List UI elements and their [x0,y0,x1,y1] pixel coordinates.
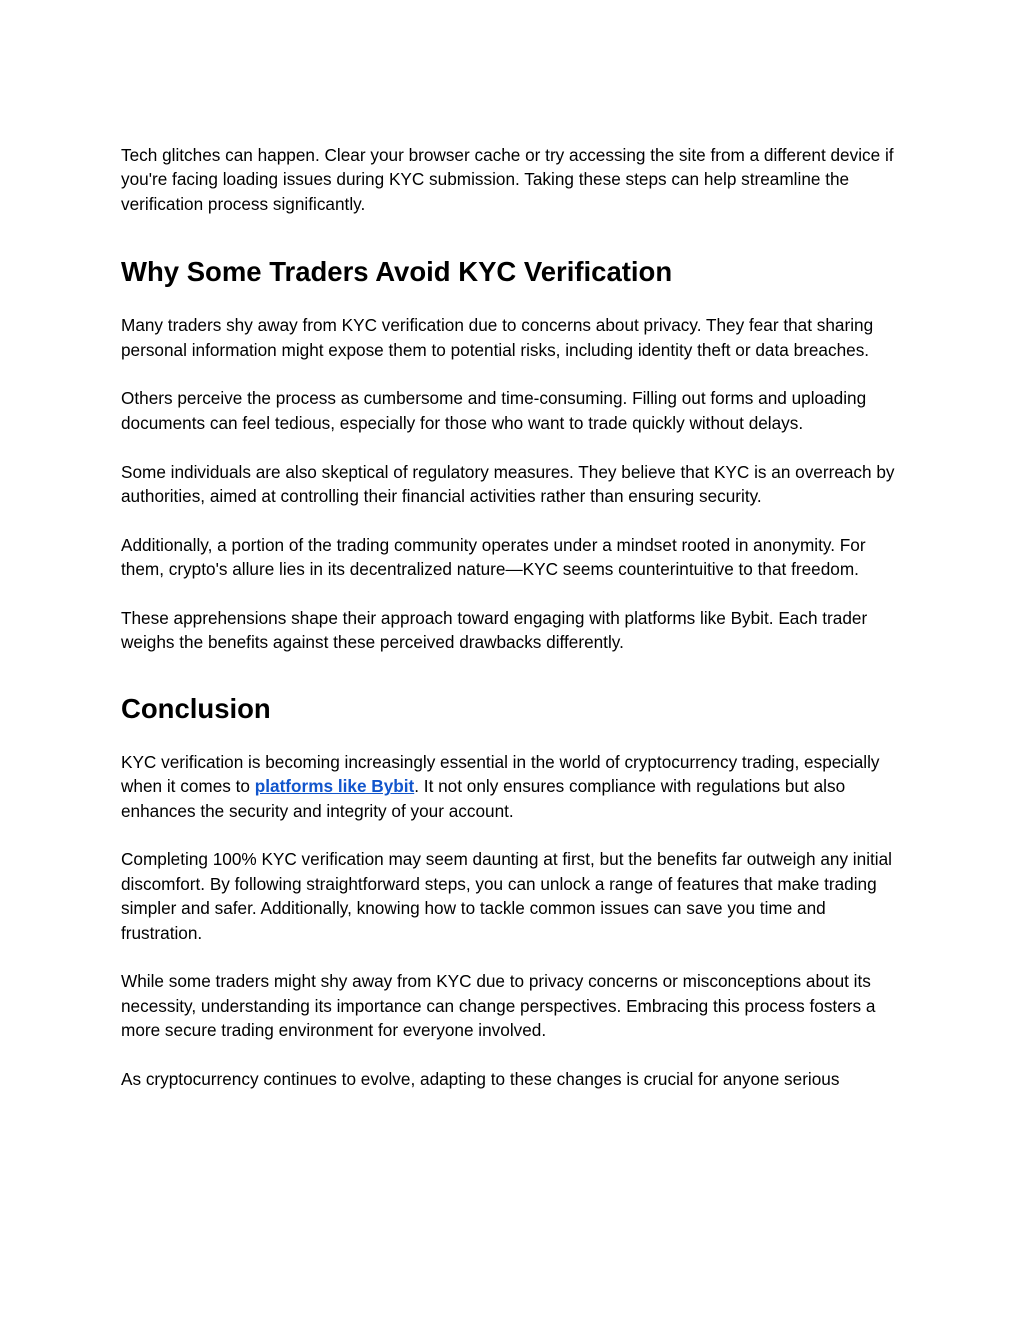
document-page [121,143,911,1091]
conclusion-text-before-link: KYC verification is becoming increasingly essential in the world of cryptocurrency trading, especially when it comes to [121,751,880,797]
conclusion-paragraph-essential [121,750,911,823]
why-paragraph-anonymity: Additionally, a portion of the trading community operates under a mindset rooted in anonymity. For them, crypto's allure lies in its decentralized nature—KYC seems counterintuitive to that freedom. [121,534,866,580]
conclusion-paragraph-evolve: As cryptocurrency continues to evolve, adapting to these changes is crucial for anyone serious [121,1069,840,1090]
conclusion-paragraph-shy-away: While some traders might shy away from KYC due to privacy concerns or misconceptions about its necessity, understanding its importance can change perspectives. Embracing this process fosters a more secure trading environment for everyone involved. [121,971,876,1041]
why-paragraph-cumbersome: Others perceive the process as cumbersome and time-consuming. Filling out forms and uploading documents can feel tedious, especially for those who want to trade quickly without delays. [121,388,867,433]
intro-paragraph: Tech glitches can happen. Clear your browser cache or try accessing the site from a different device if you're facing loading issues during KYC submission. Taking these steps can help streamline the verification process significantly. [121,145,894,214]
conclusion-paragraph-completing: Completing 100% KYC verification may seem daunting at first, but the benefits far outweigh any initial discomfort. By following straightforward steps, you can unlock a range of features that make trading simpler and safer. Additionally, knowing how to tackle common issues can save you time and frustration. [121,849,892,943]
heading-why-traders-avoid-kyc: Why Some Traders Avoid KYC Verification [121,256,673,288]
why-paragraph-apprehensions: These apprehensions shape their approach toward engaging with platforms like Bybit. Each trader weighs the benefits against these perceived drawbacks differently. [121,608,868,653]
why-paragraph-privacy: Many traders shy away from KYC verification due to concerns about privacy. They fear that sharing personal information might expose them to potential risks, including identity theft or data breaches. [121,315,874,360]
platforms-like-bybit-link[interactable]: platforms like Bybit [254,776,415,797]
heading-conclusion: Conclusion [121,692,271,724]
why-paragraph-skeptical: Some individuals are also skeptical of regulatory measures. They believe that KYC is an overreach by authorities, aimed at controlling their financial activities rather than ensuring security. [121,461,895,507]
conclusion-text-after-link: . It not only ensures compliance with regulations but also enhances the security and integrity of your account. [121,776,846,821]
